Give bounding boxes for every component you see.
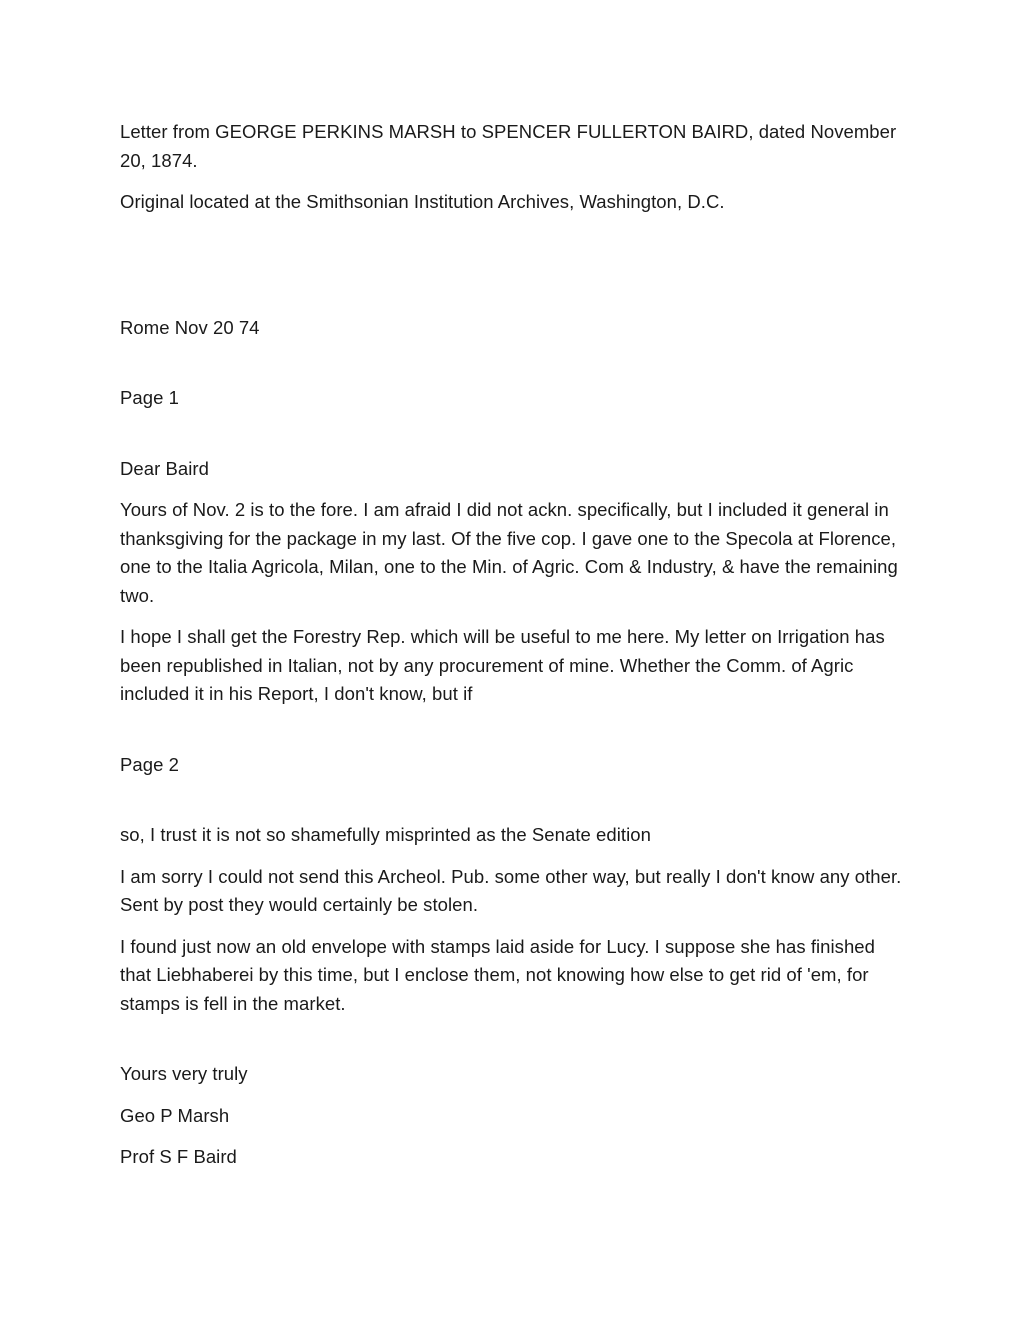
paragraph-5: I found just now an old envelope with stamps laid aside for Lucy. I suppose she has finished that Liebhaberei by this time, but I enclose them, not knowing how else to get rid of 'em, for stamps is fell in the market. [120,935,875,1014]
header-title: Letter from GEORGE PERKINS MARSH to SPENCER FULLERTON BAIRD, dated November 20, 1874. [120,121,897,171]
salutation: Dear Baird [120,457,209,479]
page-1-label: Page 1 [120,387,179,408]
place-date: Rome Nov 20 74 [120,316,260,338]
recipient: Prof S F Baird [120,1146,237,1167]
signature: Geo P Marsh [120,1104,230,1126]
paragraph-1: Yours of Nov. 2 is to the fore. I am afraid I did not ackn. specifically, but I included it general in thanksgiving for the package in my last. Of the five cop. I gave one to the Specola at Florence, one to the Italia Agricola, Milan, one to the Min. of Agric. Com & Industry, & have the remaining two. [120,499,898,606]
paragraph-2: I hope I shall get the Forestry Rep. which will be useful to me here. My letter on Irrigation has been republished in Italian, not by any procurement of mine. Whether the Comm. of Agric included it in his Report, I don't know, but if [120,626,885,704]
closing: Yours very truly [120,1063,248,1084]
document-page [120,118,910,1172]
paragraph-3: so, I trust it is not so shamefully misprinted as the Senate edition [120,824,651,845]
page-2-label: Page 2 [120,753,179,775]
paragraph-4: I am sorry I could not send this Archeol. Pub. some other way, but really I don't know any other. Sent by post they would certainly be stolen. [120,865,902,915]
archive-note: Original located at the Smithsonian Institution Archives, Washington, D.C. [120,191,725,212]
